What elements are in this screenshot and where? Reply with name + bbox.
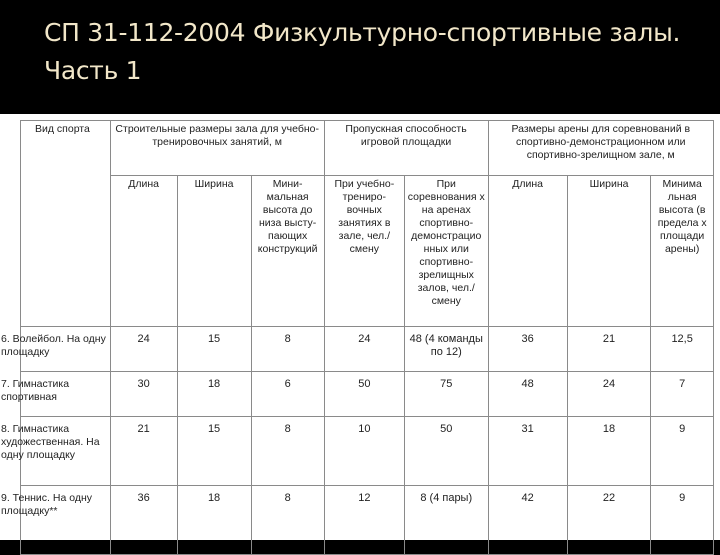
row-arena-length: 42: [488, 486, 567, 555]
row-capacity-competition: 48 (4 команды по 12): [405, 327, 489, 372]
subheader-arena-width: Ширина: [567, 176, 650, 327]
row-width: 15: [177, 327, 251, 372]
row-height: 8: [251, 417, 324, 486]
subheader-row: [21, 176, 714, 327]
row-length: 36: [110, 486, 177, 555]
row-height: 6: [251, 372, 324, 417]
row-height: 8: [251, 327, 324, 372]
subheader-capacity-competition: При соревнования х на аренах спортивно-демонстрацио нных или спортивно-зрелищных залов, чел./смену: [405, 176, 489, 327]
table-sheet: [0, 114, 720, 540]
row-arena-height: 12,5: [651, 327, 714, 372]
row-capacity-competition: 8 (4 пары): [405, 486, 489, 555]
header-sport: Вид спорта: [21, 121, 111, 327]
row-sport: 6. Волейбол. На одну площадку: [21, 327, 111, 372]
subheader-capacity-training: При учебно-трениро-вочных занятиях в зале, чел./ смену: [324, 176, 404, 327]
row-capacity-training: 10: [324, 417, 404, 486]
subheader-width: Ширина: [177, 176, 251, 327]
table-row: [21, 417, 714, 486]
row-length: 21: [110, 417, 177, 486]
row-height: 8: [251, 486, 324, 555]
row-arena-width: 18: [567, 417, 650, 486]
row-arena-length: 48: [488, 372, 567, 417]
sports-halls-table: [1, 120, 714, 555]
row-capacity-training: 50: [324, 372, 404, 417]
row-sport: 9. Теннис. На одну площадку**: [21, 486, 111, 555]
row-arena-width: 21: [567, 327, 650, 372]
row-capacity-training: 24: [324, 327, 404, 372]
header-row: [21, 121, 714, 176]
subheader-arena-length: Длина: [488, 176, 567, 327]
header-capacity: Пропускная способность игровой площадки: [324, 121, 488, 176]
row-sport: 8. Гимнастика художественная. На одну площадку: [21, 417, 111, 486]
row-width: 18: [177, 486, 251, 555]
row-capacity-competition: 75: [405, 372, 489, 417]
row-sport: 7. Гимнастика спортивная: [21, 372, 111, 417]
header-arena-dimensions: Размеры арены для соревнований в спортивно-демонстрационном или спортивно-зрелищном зале, м: [488, 121, 714, 176]
row-arena-length: 31: [488, 417, 567, 486]
header-training-dimensions: Строительные размеры зала для учебно-тренировочных занятий, м: [110, 121, 324, 176]
slide-title: СП 31-112-2004 Физкультурно-спортивные залы. Часть 1: [44, 18, 681, 85]
row-capacity-competition: 50: [405, 417, 489, 486]
subheader-length: Длина: [110, 176, 177, 327]
row-arena-length: 36: [488, 327, 567, 372]
table-row: [21, 372, 714, 417]
row-arena-height: 9: [651, 417, 714, 486]
row-length: 24: [110, 327, 177, 372]
row-width: 15: [177, 417, 251, 486]
table-row: [21, 327, 714, 372]
row-arena-height: 9: [651, 486, 714, 555]
row-arena-height: 7: [651, 372, 714, 417]
row-capacity-training: 12: [324, 486, 404, 555]
row-arena-width: 22: [567, 486, 650, 555]
row-arena-width: 24: [567, 372, 650, 417]
table-row: [21, 486, 714, 555]
subheader-arena-min-height: Минима льная высота (в предела х площади арены): [651, 176, 714, 327]
row-length: 30: [110, 372, 177, 417]
row-width: 18: [177, 372, 251, 417]
subheader-min-height: Мини-мальная высота до низа высту-пающих конструкций: [251, 176, 324, 327]
